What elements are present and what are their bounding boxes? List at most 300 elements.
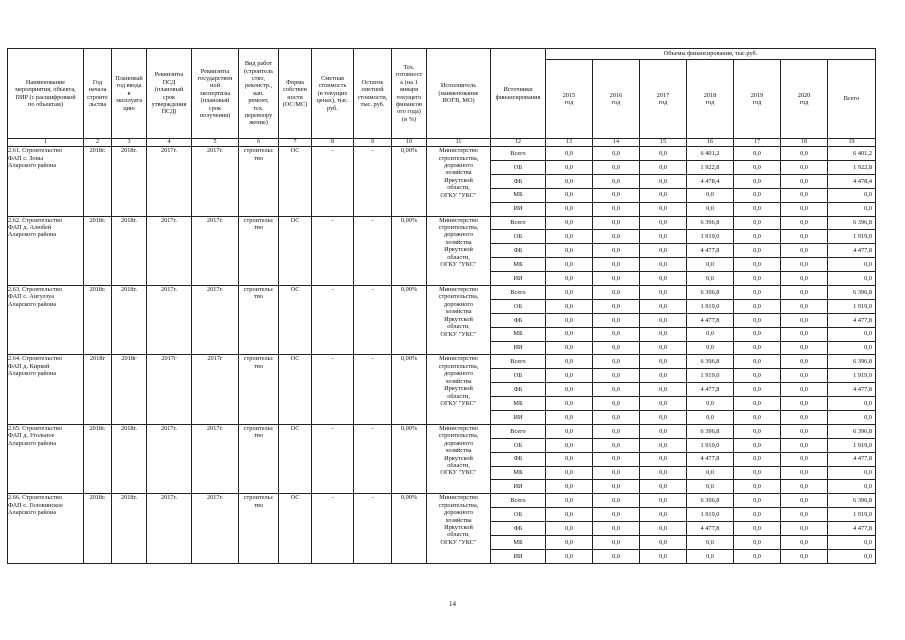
funding-source: ОБ xyxy=(491,369,546,383)
planned-year: 2018г. xyxy=(112,424,147,493)
funding-value: 0,0 xyxy=(734,230,781,244)
funding-value: 0,0 xyxy=(781,355,828,369)
funding-source: Всего xyxy=(491,216,546,230)
column-number: 6 xyxy=(239,139,279,147)
funding-value: 0,0 xyxy=(734,522,781,536)
funding-value: 0,0 xyxy=(546,480,593,494)
funding-value: 0,0 xyxy=(640,397,687,411)
funding-value: 0,0 xyxy=(593,549,640,563)
funding-value: 0,0 xyxy=(828,549,876,563)
funding-value: 6 396,8 xyxy=(828,216,876,230)
expertise-year: 2017г. xyxy=(192,424,239,493)
funding-source: ОБ xyxy=(491,438,546,452)
funding-value: 0,0 xyxy=(828,411,876,425)
table-row xyxy=(8,147,876,161)
ownership: ОС xyxy=(279,285,312,354)
start-year: 2018г. xyxy=(84,424,112,493)
funding-value: 0,0 xyxy=(640,549,687,563)
funding-source: ФБ xyxy=(491,383,546,397)
executor: Министерство строительства, дорожного хозяйства Иркутской области, ОГКУ "УКС" xyxy=(427,494,491,563)
funding-value: 0,0 xyxy=(593,202,640,216)
funding-value: 0,0 xyxy=(687,327,734,341)
expertise-year: 2017г. xyxy=(192,147,239,216)
header-year-6: Всего xyxy=(828,60,876,139)
funding-value: 0,0 xyxy=(593,355,640,369)
funding-source: ОБ xyxy=(491,160,546,174)
funding-value: 0,0 xyxy=(546,369,593,383)
funding-value: 0,0 xyxy=(640,258,687,272)
funding-value: 0,0 xyxy=(687,188,734,202)
funding-value: 0,0 xyxy=(687,411,734,425)
funding-value: 6 396,8 xyxy=(687,355,734,369)
executor: Министерство строительства, дорожного хозяйства Иркутской области, ОГКУ "УКС" xyxy=(427,147,491,216)
object-name: 2.65. Строительство ФАП д. Угольное Аларского района xyxy=(8,424,84,493)
funding-value: 0,0 xyxy=(734,438,781,452)
funding-value: 0,0 xyxy=(828,272,876,286)
psd-year: 2017г xyxy=(147,355,192,424)
funding-value: 4 477,8 xyxy=(687,522,734,536)
funding-value: 0,0 xyxy=(781,480,828,494)
funding-value: 6 396,8 xyxy=(828,285,876,299)
remaining-cost: - xyxy=(354,285,392,354)
work-type: строительс тво xyxy=(239,285,279,354)
funding-value: 0,0 xyxy=(781,424,828,438)
object-name: 2.63. Строительство ФАП с. Ангулзуа Аларского района xyxy=(8,285,84,354)
funding-value: 0,0 xyxy=(781,536,828,550)
funding-value: 0,0 xyxy=(593,299,640,313)
header-year-2: 2017 год xyxy=(640,60,687,139)
funding-source: ОБ xyxy=(491,299,546,313)
planned-year: 2018г. xyxy=(112,494,147,563)
funding-value: 0,0 xyxy=(593,327,640,341)
funding-value: 0,0 xyxy=(781,313,828,327)
funding-value: 0,0 xyxy=(546,160,593,174)
expertise-year: 2017г. xyxy=(192,285,239,354)
psd-year: 2017г. xyxy=(147,147,192,216)
funding-value: 0,0 xyxy=(734,341,781,355)
funding-value: 0,0 xyxy=(593,188,640,202)
planned-year: 2018г. xyxy=(112,216,147,285)
header-year-4: 2019 год xyxy=(734,60,781,139)
work-type: строительс тво xyxy=(239,355,279,424)
funding-value: 0,0 xyxy=(640,174,687,188)
funding-value: 0,0 xyxy=(734,355,781,369)
remaining-cost: - xyxy=(354,216,392,285)
funding-value: 0,0 xyxy=(546,494,593,508)
header-year-5: 2020 год xyxy=(781,60,828,139)
funding-value: 0,0 xyxy=(593,397,640,411)
column-number: 17 xyxy=(734,139,781,147)
readiness: 0,00% xyxy=(392,285,427,354)
funding-source: Всего xyxy=(491,147,546,161)
column-number: 4 xyxy=(147,139,192,147)
funding-value: 4 477,8 xyxy=(828,452,876,466)
funding-value: 4 478,4 xyxy=(687,174,734,188)
table-row xyxy=(8,355,876,369)
funding-value: 0,0 xyxy=(687,272,734,286)
funding-value: 0,0 xyxy=(546,341,593,355)
header-estimated-cost: Сметная стоимость (в текущих ценах), тыс. руб. xyxy=(312,49,354,139)
funding-value: 0,0 xyxy=(640,369,687,383)
funding-value: 0,0 xyxy=(593,424,640,438)
planned-year: 2018г. xyxy=(112,285,147,354)
funding-value: 0,0 xyxy=(546,438,593,452)
funding-table xyxy=(7,48,876,564)
column-number: 3 xyxy=(112,139,147,147)
funding-value: 4 477,8 xyxy=(828,244,876,258)
funding-value: 0,0 xyxy=(546,327,593,341)
funding-source: Всего xyxy=(491,285,546,299)
estimated-cost: - xyxy=(312,494,354,563)
executor: Министерство строительства, дорожного хозяйства Иркутской области, ОГКУ "УКС" xyxy=(427,355,491,424)
estimated-cost: - xyxy=(312,216,354,285)
funding-value: 0,0 xyxy=(593,313,640,327)
funding-value: 0,0 xyxy=(781,244,828,258)
object-name: 2.66. Строительство ФАП с. Головинское Аларского района xyxy=(8,494,84,563)
funding-value: 0,0 xyxy=(640,160,687,174)
expertise-year: 2017г. xyxy=(192,216,239,285)
funding-source: Всего xyxy=(491,494,546,508)
start-year: 2018г. xyxy=(84,285,112,354)
header-readiness: Тех. готовност ь (на 1 января текущего финансов ого года) (в %) xyxy=(392,49,427,139)
funding-value: 1 922,8 xyxy=(687,160,734,174)
funding-source: ИИ xyxy=(491,411,546,425)
funding-value: 0,0 xyxy=(640,272,687,286)
funding-value: 0,0 xyxy=(734,536,781,550)
header-year-0: 2015 год xyxy=(546,60,593,139)
column-number: 2 xyxy=(84,139,112,147)
funding-value: 0,0 xyxy=(781,160,828,174)
estimated-cost: - xyxy=(312,147,354,216)
remaining-cost: - xyxy=(354,494,392,563)
work-type: строительс тво xyxy=(239,424,279,493)
funding-source: МБ xyxy=(491,466,546,480)
remaining-cost: - xyxy=(354,424,392,493)
ownership: ОС xyxy=(279,424,312,493)
executor: Министерство строительства, дорожного хозяйства Иркутской области, ОГКУ "УКС" xyxy=(427,424,491,493)
funding-value: 0,0 xyxy=(781,285,828,299)
funding-value: 0,0 xyxy=(781,549,828,563)
funding-value: 0,0 xyxy=(687,480,734,494)
table-row xyxy=(8,285,876,299)
funding-value: 6 396,8 xyxy=(828,424,876,438)
funding-value: 0,0 xyxy=(640,355,687,369)
funding-value: 0,0 xyxy=(781,299,828,313)
funding-value: 6 396,8 xyxy=(687,424,734,438)
start-year: 2018г. xyxy=(84,216,112,285)
funding-value: 0,0 xyxy=(640,508,687,522)
funding-value: 6 401,2 xyxy=(687,147,734,161)
funding-value: 0,0 xyxy=(828,202,876,216)
funding-value: 0,0 xyxy=(546,508,593,522)
funding-value: 4 477,8 xyxy=(687,383,734,397)
column-number: 10 xyxy=(392,139,427,147)
column-number: 5 xyxy=(192,139,239,147)
funding-value: 0,0 xyxy=(640,494,687,508)
funding-value: 4 477,8 xyxy=(687,452,734,466)
funding-value: 0,0 xyxy=(640,452,687,466)
funding-value: 0,0 xyxy=(546,383,593,397)
funding-value: 1 919,0 xyxy=(687,230,734,244)
funding-value: 4 477,8 xyxy=(687,244,734,258)
readiness: 0,00% xyxy=(392,355,427,424)
funding-source: МБ xyxy=(491,188,546,202)
funding-value: 0,0 xyxy=(828,536,876,550)
funding-value: 0,0 xyxy=(687,202,734,216)
column-number: 11 xyxy=(427,139,491,147)
funding-value: 6 396,8 xyxy=(687,216,734,230)
funding-value: 0,0 xyxy=(593,522,640,536)
ownership: ОС xyxy=(279,216,312,285)
readiness: 0,00% xyxy=(392,424,427,493)
funding-value: 0,0 xyxy=(687,549,734,563)
funding-value: 0,0 xyxy=(828,258,876,272)
funding-value: 0,0 xyxy=(593,174,640,188)
funding-value: 0,0 xyxy=(781,508,828,522)
funding-value: 0,0 xyxy=(781,341,828,355)
funding-value: 0,0 xyxy=(640,341,687,355)
header-work-type: Вид работ (строитель ство, реконстр., кап. ремонт, тех. перевоору жение) xyxy=(239,49,279,139)
header-remaining-cost: Остаток сметной стоимости, тыс. руб. xyxy=(354,49,392,139)
funding-value: 0,0 xyxy=(640,285,687,299)
funding-value: 4 477,8 xyxy=(828,522,876,536)
funding-source: Всего xyxy=(491,424,546,438)
funding-value: 0,0 xyxy=(546,411,593,425)
funding-value: 0,0 xyxy=(734,299,781,313)
executor: Министерство строительства, дорожного хозяйства Иркутской области, ОГКУ "УКС" xyxy=(427,216,491,285)
funding-value: 0,0 xyxy=(734,424,781,438)
funding-value: 0,0 xyxy=(546,452,593,466)
work-type: строительс тво xyxy=(239,147,279,216)
funding-value: 0,0 xyxy=(593,272,640,286)
funding-value: 0,0 xyxy=(687,397,734,411)
funding-value: 0,0 xyxy=(593,494,640,508)
funding-value: 0,0 xyxy=(546,522,593,536)
object-name: 2.62. Строительство ФАП д. Алюбей Аларского района xyxy=(8,216,84,285)
funding-value: 0,0 xyxy=(781,522,828,536)
funding-value: 0,0 xyxy=(781,272,828,286)
funding-value: 0,0 xyxy=(781,174,828,188)
work-type: строительс тво xyxy=(239,216,279,285)
funding-value: 0,0 xyxy=(593,244,640,258)
column-number: 8 xyxy=(312,139,354,147)
funding-value: 0,0 xyxy=(640,299,687,313)
funding-value: 0,0 xyxy=(781,411,828,425)
funding-source: ФБ xyxy=(491,313,546,327)
funding-value: 0,0 xyxy=(640,202,687,216)
funding-value: 0,0 xyxy=(546,258,593,272)
funding-value: 4 478,4 xyxy=(828,174,876,188)
funding-value: 0,0 xyxy=(640,438,687,452)
funding-value: 0,0 xyxy=(593,258,640,272)
funding-value: 0,0 xyxy=(593,160,640,174)
funding-value: 0,0 xyxy=(546,244,593,258)
start-year: 2018г. xyxy=(84,494,112,563)
funding-value: 6 396,8 xyxy=(828,494,876,508)
funding-value: 0,0 xyxy=(734,466,781,480)
psd-year: 2017г. xyxy=(147,424,192,493)
header-name: Наименование мероприятия, объекта, ПИР (с расшифровкой по объектам) xyxy=(8,49,84,139)
funding-value: 0,0 xyxy=(781,216,828,230)
funding-value: 0,0 xyxy=(546,549,593,563)
funding-value: 1 919,0 xyxy=(828,369,876,383)
funding-value: 0,0 xyxy=(546,424,593,438)
funding-value: 4 477,8 xyxy=(828,383,876,397)
funding-value: 0,0 xyxy=(781,397,828,411)
funding-value: 0,0 xyxy=(734,369,781,383)
funding-value: 0,0 xyxy=(593,411,640,425)
readiness: 0,00% xyxy=(392,494,427,563)
funding-value: 0,0 xyxy=(828,397,876,411)
funding-value: 0,0 xyxy=(640,244,687,258)
funding-value: 0,0 xyxy=(593,230,640,244)
funding-value: 6 396,8 xyxy=(687,285,734,299)
funding-value: 0,0 xyxy=(781,327,828,341)
funding-value: 0,0 xyxy=(734,174,781,188)
funding-value: 0,0 xyxy=(781,494,828,508)
funding-value: 0,0 xyxy=(734,397,781,411)
funding-value: 0,0 xyxy=(828,341,876,355)
column-number: 14 xyxy=(593,139,640,147)
funding-value: 0,0 xyxy=(734,244,781,258)
column-number: 12 xyxy=(491,139,546,147)
funding-value: 0,0 xyxy=(593,466,640,480)
funding-source: ИИ xyxy=(491,341,546,355)
funding-value: 0,0 xyxy=(640,480,687,494)
funding-value: 0,0 xyxy=(781,147,828,161)
object-name: 2.61. Строительство ФАП с. Зоны Аларского района xyxy=(8,147,84,216)
funding-value: 0,0 xyxy=(546,216,593,230)
header-funding-group: Объемы финансирования, тыс.руб. xyxy=(546,49,876,60)
ownership: ОС xyxy=(279,355,312,424)
funding-value: 0,0 xyxy=(640,383,687,397)
funding-value: 0,0 xyxy=(781,383,828,397)
estimated-cost: - xyxy=(312,355,354,424)
funding-value: 0,0 xyxy=(593,480,640,494)
funding-value: 0,0 xyxy=(593,147,640,161)
funding-value: 0,0 xyxy=(781,202,828,216)
column-number: 7 xyxy=(279,139,312,147)
funding-value: 0,0 xyxy=(546,397,593,411)
executor: Министерство строительства, дорожного хозяйства Иркутской области, ОГКУ "УКС" xyxy=(427,285,491,354)
funding-value: 1 922,8 xyxy=(828,160,876,174)
funding-value: 1 919,0 xyxy=(687,299,734,313)
funding-value: 0,0 xyxy=(781,466,828,480)
funding-value: 0,0 xyxy=(734,272,781,286)
funding-value: 0,0 xyxy=(734,480,781,494)
funding-value: 0,0 xyxy=(640,522,687,536)
funding-value: 0,0 xyxy=(781,452,828,466)
funding-source: ИИ xyxy=(491,202,546,216)
funding-value: 0,0 xyxy=(781,438,828,452)
column-number: 15 xyxy=(640,139,687,147)
funding-value: 0,0 xyxy=(593,536,640,550)
funding-value: 0,0 xyxy=(593,285,640,299)
start-year: 2018г xyxy=(84,355,112,424)
header-start-year: Год начала строите льства xyxy=(84,49,112,139)
funding-value: 0,0 xyxy=(546,188,593,202)
funding-value: 0,0 xyxy=(546,313,593,327)
funding-value: 0,0 xyxy=(593,452,640,466)
funding-value: 0,0 xyxy=(640,424,687,438)
psd-year: 2017г. xyxy=(147,216,192,285)
funding-value: 0,0 xyxy=(734,202,781,216)
funding-value: 0,0 xyxy=(593,369,640,383)
funding-value: 0,0 xyxy=(546,174,593,188)
funding-source: ИИ xyxy=(491,549,546,563)
psd-year: 2017г. xyxy=(147,285,192,354)
funding-value: 0,0 xyxy=(828,480,876,494)
funding-value: 0,0 xyxy=(546,536,593,550)
funding-value: 0,0 xyxy=(687,466,734,480)
funding-source: МБ xyxy=(491,258,546,272)
funding-source: ИИ xyxy=(491,272,546,286)
psd-year: 2017г. xyxy=(147,494,192,563)
funding-value: 0,0 xyxy=(640,411,687,425)
funding-value: 1 919,0 xyxy=(687,369,734,383)
funding-value: 0,0 xyxy=(546,466,593,480)
estimated-cost: - xyxy=(312,285,354,354)
funding-value: 0,0 xyxy=(640,327,687,341)
funding-value: 0,0 xyxy=(546,299,593,313)
funding-source: ФБ xyxy=(491,244,546,258)
funding-value: 6 401,2 xyxy=(828,147,876,161)
funding-value: 0,0 xyxy=(640,216,687,230)
header-planned-year: Плановый год ввода в эксплуата цию xyxy=(112,49,147,139)
funding-source: ФБ xyxy=(491,522,546,536)
column-number: 13 xyxy=(546,139,593,147)
funding-source: МБ xyxy=(491,397,546,411)
funding-value: 0,0 xyxy=(593,438,640,452)
funding-value: 0,0 xyxy=(781,188,828,202)
funding-value: 6 396,8 xyxy=(687,494,734,508)
header-year-1: 2016 год xyxy=(593,60,640,139)
funding-value: 0,0 xyxy=(640,147,687,161)
funding-value: 1 919,0 xyxy=(687,438,734,452)
funding-value: 0,0 xyxy=(593,383,640,397)
column-number: 9 xyxy=(354,139,392,147)
column-number: 18 xyxy=(781,139,828,147)
ownership: ОС xyxy=(279,147,312,216)
start-year: 2018г. xyxy=(84,147,112,216)
remaining-cost: - xyxy=(354,147,392,216)
funding-value: 0,0 xyxy=(828,188,876,202)
funding-value: 0,0 xyxy=(781,230,828,244)
funding-value: 0,0 xyxy=(734,160,781,174)
funding-source: ОБ xyxy=(491,230,546,244)
funding-value: 0,0 xyxy=(687,536,734,550)
funding-value: 0,0 xyxy=(546,230,593,244)
funding-value: 0,0 xyxy=(640,313,687,327)
funding-value: 0,0 xyxy=(546,355,593,369)
funding-source: МБ xyxy=(491,536,546,550)
estimated-cost: - xyxy=(312,424,354,493)
work-type: строительс тво xyxy=(239,494,279,563)
funding-source: Всего xyxy=(491,355,546,369)
object-name: 2.64. Строительство ФАП д. Киркей Аларского района xyxy=(8,355,84,424)
funding-value: 0,0 xyxy=(640,188,687,202)
table-row xyxy=(8,424,876,438)
funding-value: 0,0 xyxy=(546,202,593,216)
funding-source: ФБ xyxy=(491,452,546,466)
remaining-cost: - xyxy=(354,355,392,424)
funding-value: 0,0 xyxy=(687,341,734,355)
funding-source: ФБ xyxy=(491,174,546,188)
funding-value: 0,0 xyxy=(734,147,781,161)
header-executor: Исполнитель (наименование ИОГВ, МО) xyxy=(427,49,491,139)
funding-value: 0,0 xyxy=(734,549,781,563)
funding-value: 0,0 xyxy=(546,272,593,286)
